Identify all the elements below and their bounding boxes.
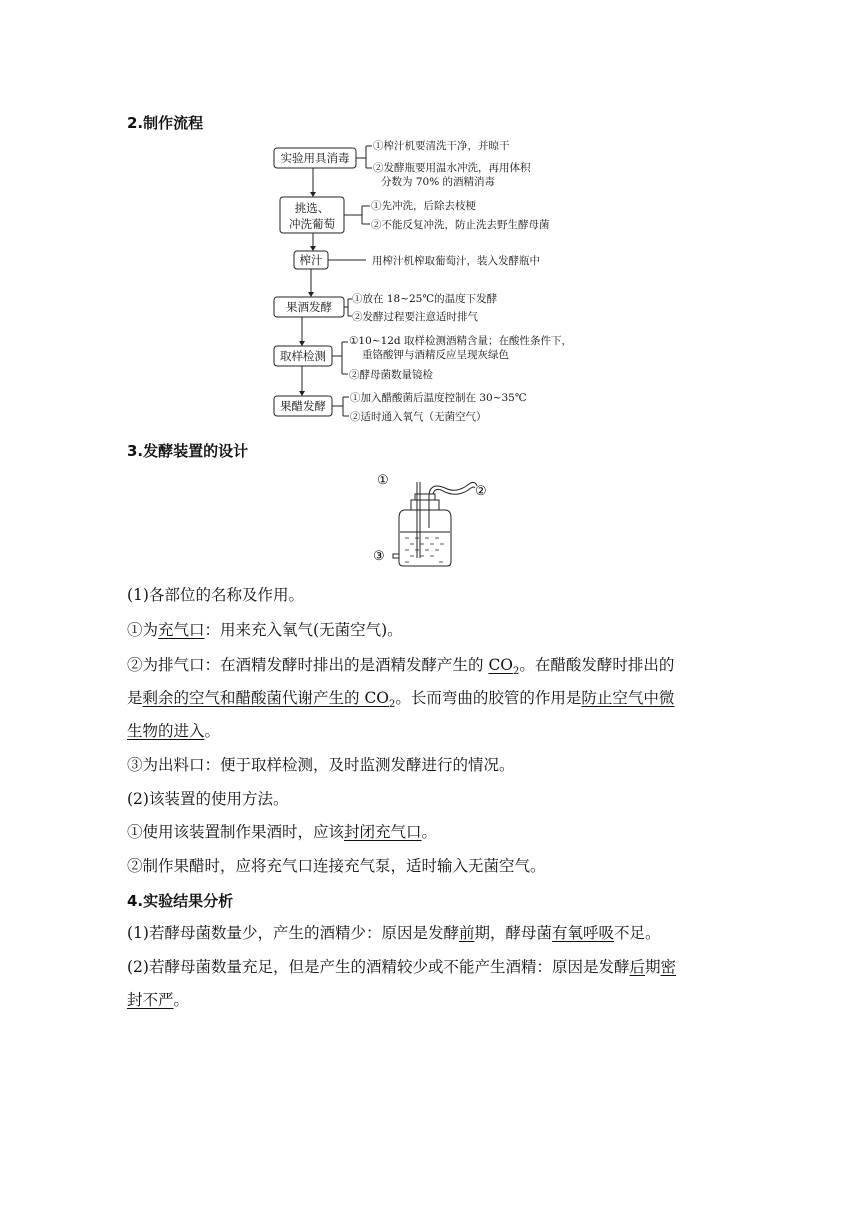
flow-note: ②发酵过程要注意适时排气 [352, 311, 478, 323]
flow-note: ②不能反复冲洗，防止洗去野生酵母菌 [371, 219, 550, 231]
section-4-heading: 4.实验结果分析 [127, 892, 234, 910]
text-line: ②为排气口：在酒精发酵时排出的是酒精发酵产生的 $CO_2$。在醋酸发酵时排出的 [127, 656, 675, 678]
text-line: 是剩余的空气和醋酸菌代谢产生的 $CO_2$。长而弯曲的胶管的作用是防止空气中微 [127, 689, 675, 711]
label-outlet: ② [475, 484, 487, 499]
fermentation-bottle-diagram [365, 470, 505, 570]
flow-note: 用榨汁机榨取葡萄汁，装入发酵瓶中 [372, 255, 540, 267]
label-sample-port: ③ [373, 549, 385, 564]
text-line: (2)若酵母菌数量充足，但是产生的酒精较少或不能产生酒精：原因是发酵后期密 [127, 958, 677, 976]
flow-label-sample: 取样检测 [280, 349, 326, 363]
text-line: 封不严。 [127, 991, 190, 1009]
outlet-tube [429, 482, 477, 494]
flow-note: 重铬酸钾与酒精反应呈现灰绿色 [362, 349, 509, 361]
text-line: ②制作果醋时，应将充气口连接充气泵，适时输入无菌空气。 [127, 857, 546, 875]
flow-label-wash-2: 冲洗葡萄 [289, 217, 335, 231]
flow-label-ferment-wine: 果酒发酵 [286, 300, 332, 314]
text-line: (1)各部位的名称及作用。 [127, 586, 304, 604]
section-3-heading: 3.发酵装置的设计 [127, 442, 249, 460]
section-2-heading: 2.制作流程 [127, 114, 204, 132]
text-line: 生物的进入。 [127, 722, 221, 740]
text-line: ③为出料口：便于取样检测，及时监测发酵进行的情况。 [127, 756, 515, 774]
flow-note: 分数为 70% 的酒精消毒 [381, 176, 496, 188]
bottle-stopper [415, 494, 435, 500]
flow-note: ②发酵瓶要用温水冲洗，再用体积 [373, 162, 531, 174]
flow-note: ①10~12d 取样检测酒精含量；在酸性条件下， [349, 335, 572, 347]
production-flowchart [0, 0, 860, 440]
text-line: (2)该装置的使用方法。 [127, 790, 289, 808]
flow-note: ①榨汁机要清洗干净，并晾干 [373, 140, 510, 152]
sample-port [393, 554, 399, 558]
label-inlet: ① [377, 473, 389, 488]
flow-label-ferment-vinegar: 果醋发酵 [280, 399, 326, 413]
bottle-cap [411, 500, 439, 510]
flow-label-juice: 榨汁 [299, 253, 323, 267]
text-line: ①为充气口：用来充入氧气(无菌空气)。 [127, 621, 403, 639]
flow-note: ②适时通入氧气（无菌空气） [350, 411, 487, 423]
text-line: ①使用该装置制作果酒时，应该封闭充气口。 [127, 823, 438, 841]
text-line: (1)若酵母菌数量少，产生的酒精少：原因是发酵前期，酵母菌有氧呼吸不足。 [127, 924, 661, 942]
flow-note: ②酵母菌数量镜检 [349, 369, 433, 381]
flow-note: ①放在 18~25℃的温度下发酵 [352, 293, 498, 305]
flow-note: ①先冲洗，后除去枝梗 [371, 200, 476, 212]
flow-note: ①加入醋酸菌后温度控制在 30~35℃ [350, 392, 527, 404]
flow-label-wash-1: 挑选、 [294, 201, 330, 215]
flow-label-disinfect: 实验用具消毒 [280, 151, 350, 165]
